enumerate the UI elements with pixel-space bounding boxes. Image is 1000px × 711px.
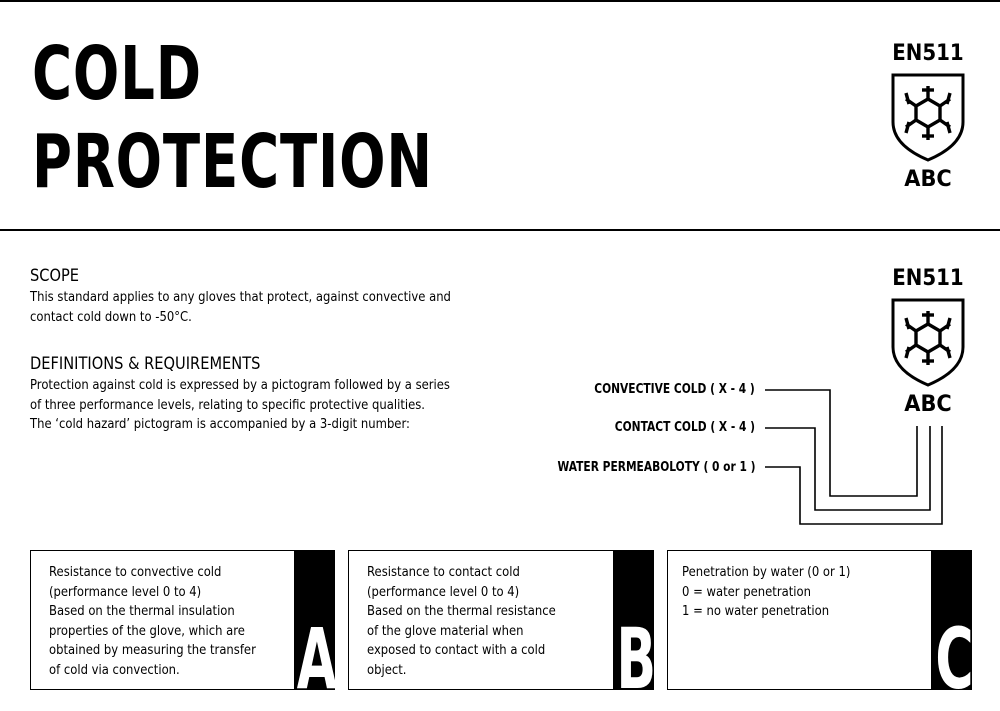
info-line: obtained by measuring the transfer [49, 642, 256, 658]
info-line: 0 = water penetration [682, 583, 811, 600]
info-line: 1 = no water penetration [682, 603, 830, 619]
definitions-line: Protection against cold is expressed by a pictogram followed by a series [30, 377, 450, 393]
box-letter-c: C [935, 610, 974, 708]
info-line: Penetration by water (0 or 1) [682, 564, 851, 580]
info-box-a [30, 550, 337, 708]
label-contact-cold: CONTACT COLD ( X - 4 ) [614, 420, 755, 435]
info-box-b [348, 550, 656, 708]
info-box-c [667, 550, 974, 708]
badge-code: EN511 [892, 41, 964, 66]
title-line-1: COLD [32, 31, 202, 117]
scope-heading: SCOPE [30, 266, 80, 286]
definitions-line: of three performance levels, relating to specific protective qualities. [30, 396, 425, 413]
definitions-line: The ‘cold hazard’ pictogram is accompanied by a 3-digit number: [30, 416, 410, 432]
info-line: (performance level 0 to 4) [49, 583, 202, 600]
badge-letters: ABC [904, 167, 952, 192]
definitions-heading: DEFINITIONS & REQUIREMENTS [30, 354, 261, 374]
title-line-2: PROTECTION [32, 119, 433, 205]
info-line: Based on the thermal insulation [49, 603, 235, 619]
info-box-c-text [682, 563, 850, 622]
info-line: of the glove material when [367, 622, 524, 639]
info-line: object. [367, 661, 407, 678]
info-box-b-text [367, 563, 556, 680]
badge-letters: ABC [904, 392, 952, 417]
box-letter-b: B [616, 610, 656, 708]
label-convective-cold: CONVECTIVE COLD ( X - 4 ) [594, 382, 755, 397]
info-box-a-text [49, 563, 256, 680]
info-line: Resistance to convective cold [49, 564, 222, 580]
info-line: exposed to contact with a cold [367, 642, 546, 658]
info-line: of cold via convection. [49, 661, 180, 678]
info-line: properties of the glove, which are [49, 622, 245, 639]
badge-code: EN511 [892, 266, 964, 291]
scope-line: This standard applies to any gloves that protect, against convective and [30, 289, 451, 305]
label-water-permeability: WATER PERMEABOLOTY ( 0 or 1 ) [557, 460, 755, 475]
box-letter-a: A [296, 610, 337, 708]
info-line: (performance level 0 to 4) [367, 583, 520, 600]
info-line: Resistance to contact cold [367, 564, 520, 580]
scope-line: contact cold down to -50°C. [30, 308, 192, 325]
info-line: Based on the thermal resistance [367, 603, 556, 619]
